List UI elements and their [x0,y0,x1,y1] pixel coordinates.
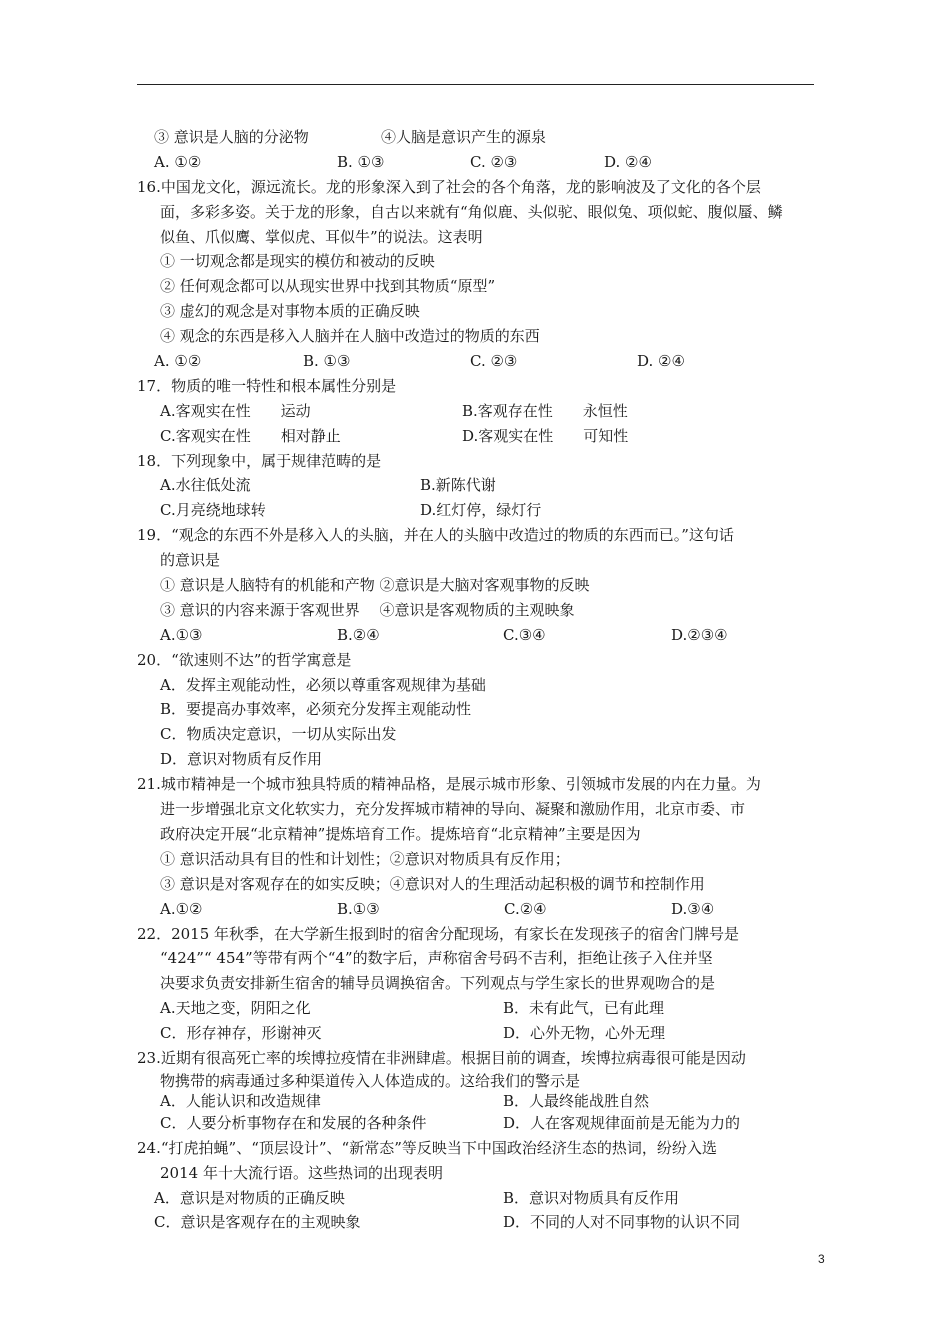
q16-item-4: ④ 观念的东西是移入人脑并在人脑中改造过的物质的东西 [160,327,540,346]
q20-stem: 20．“欲速则不达”的哲学寓意是 [137,650,352,669]
q21-stem-line-3: 政府决定开展“北京精神”提炼培育工作。提炼培育“北京精神”主要是因为 [160,824,641,843]
q17-option-c: C.客观实在性 相对静止 [160,426,341,445]
q19-option-a: A.①③ [160,625,203,644]
q22-option-d: D．心外无物，心外无理 [503,1024,666,1043]
q19-stem-line-2: 的意识是 [160,551,221,570]
q21-option-a: A.①② [160,899,203,918]
q22-options-row-1 [137,996,827,1021]
q21-items-row-2: ③ 意识是对客观存在的如实反映；④意识对人的生理活动起积极的调节和控制作用 [160,874,705,893]
q24-options-row-1 [137,1186,827,1211]
header-rule [137,84,814,85]
q18-option-d: D.红灯停，绿灯行 [420,501,542,520]
q23-options-row-2 [137,1111,827,1136]
q19-option-b: B.②④ [337,625,380,644]
q20-option-a: A．发挥主观能动性，必须以尊重客观规律为基础 [160,675,486,694]
page-number: 3 [818,1252,825,1266]
q16-stem-line-1: 16.中国龙文化，源远流长。龙的形象深入到了社会的各个角落，龙的影响波及了文化的各个层 [137,177,761,196]
q15-option-d: D. ②④ [604,152,652,171]
q24-stem-line-2: 2014 年十大流行语。这些热词的出现表明 [160,1163,443,1182]
q18-option-c: C.月亮绕地球转 [160,501,266,520]
q23-stem-line-1: 23.近期有很高死亡率的埃博拉疫情在非洲肆虐。根据目前的调查，埃博拉病毒很可能是因动 [137,1048,746,1067]
q22-option-b: B．未有此气，已有此理 [503,999,665,1018]
q24-option-c: C．意识是客观存在的主观映象 [154,1213,361,1232]
q23-option-c: C．人要分析事物存在和发展的各种条件 [160,1113,427,1132]
q19-options [137,623,827,648]
q21-option-b: B.①③ [337,899,380,918]
q22-option-a: A.天地之变，阴阳之化 [160,999,311,1018]
q17-option-a: A.客观实在性 运动 [160,401,311,420]
q15-items [137,125,827,150]
q17-option-b: B.客观存在性 永恒性 [462,401,628,420]
q18-options-row-1 [137,473,827,498]
q21-options [137,897,827,922]
q18-stem: 18．下列现象中，属于规律范畴的是 [137,451,382,470]
q19-stem-line-1: 19．“观念的东西不外是移入人的头脑，并在人的头脑中改造过的物质的东西而已。”这句话 [137,526,734,545]
q16-item-2: ② 任何观念都可以从现实世界中找到其物质“原型” [160,277,496,296]
q24-option-a: A．意识是对物质的正确反映 [154,1188,345,1207]
q22-stem-line-1: 22．2015 年秋季，在大学新生报到时的宿舍分配现场，有家长在发现孩子的宿舍门牌号是 [137,924,740,943]
q17-stem: 17．物质的唯一特性和根本属性分别是 [137,376,397,395]
q22-option-c: C．形存神存，形谢神灭 [160,1024,322,1043]
q16-item-3: ③ 虚幻的观念是对事物本质的正确反映 [160,302,420,321]
q16-option-a: A. ①② [154,352,202,371]
q22-stem-line-3: 决要求负责安排新生宿舍的辅导员调换宿舍。下列观点与学生家长的世界观吻合的是 [160,974,716,993]
q24-stem-line-1: 24.“打虎拍蝇”、“顶层设计”、“新常态”等反映当下中国政治经济生态的热词，纷纷入选 [137,1138,717,1157]
q20-option-b: B．要提高办事效率，必须充分发挥主观能动性 [160,700,472,719]
q22-options-row-2 [137,1021,827,1046]
q17-options-row-1 [137,399,827,424]
q16-option-d: D. ②④ [637,352,685,371]
q23-option-d: D．人在客观规律面前是无能为力的 [503,1113,741,1132]
exam-page [137,125,827,1235]
q15-options [137,150,827,175]
q21-option-c: C.②④ [504,899,547,918]
q19-option-d: D.②③④ [671,625,728,644]
q19-option-c: C.③④ [503,625,546,644]
q19-items-row-1: ① 意识是人脑特有的机能和产物 ②意识是大脑对客观事物的反映 [160,576,590,595]
q17-options-row-2 [137,424,827,449]
q23-option-b: B．人最终能战胜自然 [503,1091,650,1110]
q15-option-a: A. ①② [154,152,202,171]
q22-stem-line-2: “424”“ 454”等带有两个“4”的数字后，声称宿舍号码不吉利，拒绝让孩子入住并坚 [160,949,713,968]
q18-option-b: B.新陈代谢 [420,476,496,495]
q15-option-b: B. ①③ [337,152,385,171]
q18-options-row-2 [137,498,827,523]
q21-stem-line-1: 21.城市精神是一个城市独具特质的精神品格，是展示城市形象、引领城市发展的内在力量。为 [137,775,761,794]
q21-stem-line-2: 进一步增强北京文化软实力，充分发挥城市精神的导向、凝聚和激励作用，北京市委、市 [160,800,746,819]
q23-option-a: A．人能认识和改造规律 [160,1091,321,1110]
q16-item-1: ① 一切观念都是现实的模仿和被动的反映 [160,252,435,271]
q23-stem-line-2: 物携带的病毒通过多种渠道传入人体造成的。这给我们的警示是 [160,1071,581,1090]
q20-option-d: D．意识对物质有反作用 [160,750,323,769]
q16-stem-line-2: 面，多彩多姿。关于龙的形象，自古以来就有“角似鹿、头似驼、眼似兔、项似蛇、腹似蜃、鳞 [160,202,783,221]
q17-option-d: D.客观实在性 可知性 [462,426,629,445]
q20-option-c: C．物质决定意识，一切从实际出发 [160,725,397,744]
q21-items-row-1: ① 意识活动具有目的性和计划性；②意识对物质具有反作用； [160,849,570,868]
q15-option-c: C. ②③ [470,152,518,171]
q24-option-d: D．不同的人对不同事物的认识不同 [503,1213,741,1232]
q24-options-row-2 [137,1210,827,1235]
q16-stem-line-3: 似鱼、爪似鹰、掌似虎、耳似牛”的说法。这表明 [160,227,483,246]
q24-option-b: B．意识对物质具有反作用 [503,1188,680,1207]
q16-options [137,349,827,374]
q15-item-4: ④人脑是意识产生的源泉 [381,128,547,146]
q15-item-3: ③ 意识是人脑的分泌物 [154,128,309,146]
q16-option-b: B. ①③ [303,352,351,371]
q16-option-c: C. ②③ [470,352,518,371]
q19-items-row-2: ③ 意识的内容来源于客观世界 ④意识是客观物质的主观映象 [160,600,575,619]
q23-options-row-1 [137,1091,827,1111]
q18-option-a: A.水往低处流 [160,476,251,495]
q21-option-d: D.③④ [671,899,715,918]
